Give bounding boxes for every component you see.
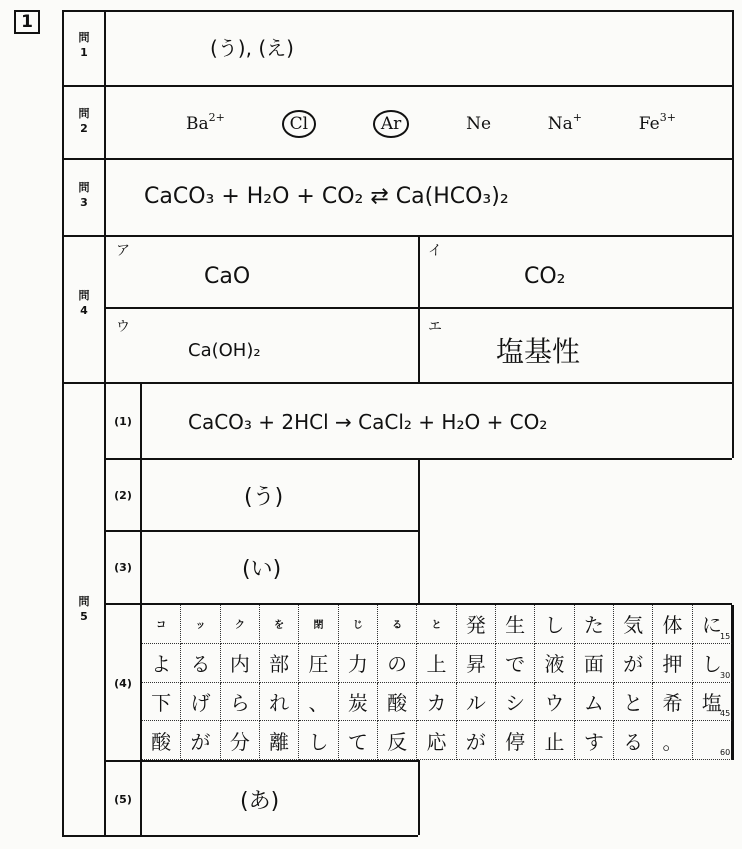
q2-ion-list bbox=[186, 104, 676, 144]
grid-cell: す bbox=[575, 721, 614, 760]
grid-cell: 酸 bbox=[378, 683, 417, 722]
q2-label: 問 2 bbox=[78, 107, 90, 135]
grid-cell: 離 bbox=[260, 721, 299, 760]
grid-cell: 力 bbox=[339, 644, 378, 683]
grid-cell: 炭 bbox=[339, 683, 378, 722]
row-divider bbox=[104, 530, 420, 532]
grid-cell: る bbox=[614, 721, 653, 760]
q5-3-label: (3) bbox=[114, 561, 132, 574]
q1-label: 問 1 bbox=[78, 31, 90, 59]
q5-2-label: (2) bbox=[114, 489, 132, 502]
grid-cell: 酸 bbox=[142, 721, 181, 760]
q2-ion-4 bbox=[547, 111, 583, 134]
grid-cell: し bbox=[299, 721, 338, 760]
grid-cell: 部 bbox=[260, 644, 299, 683]
ion-symbol: Ne bbox=[466, 114, 491, 134]
q4-i-answer: CO₂ bbox=[524, 264, 566, 289]
q2-ion-2 bbox=[373, 110, 409, 138]
grid-cell: と bbox=[417, 605, 456, 644]
character-count-marker: 60 bbox=[720, 748, 731, 757]
grid-cell: が bbox=[181, 721, 220, 760]
q4-a-label: ア bbox=[116, 243, 130, 259]
grid-cell: で bbox=[496, 644, 535, 683]
grid-cell: 。 bbox=[653, 721, 692, 760]
q5-3-answer: (い) bbox=[242, 557, 282, 582]
grid-cell: 上 bbox=[417, 644, 456, 683]
row-divider bbox=[62, 382, 734, 384]
q2-ion-0 bbox=[186, 111, 225, 134]
mask bbox=[732, 458, 734, 605]
q4-u-answer: Ca(OH)₂ bbox=[188, 340, 261, 361]
q4-column-divider bbox=[418, 235, 420, 384]
row-divider bbox=[62, 85, 734, 87]
grid-cell: る bbox=[378, 605, 417, 644]
ion-symbol: Fe bbox=[638, 114, 660, 134]
grid-cell: 停 bbox=[496, 721, 535, 760]
q2-ion-5 bbox=[638, 111, 676, 134]
ion-charge: 3+ bbox=[659, 111, 676, 124]
grid-cell: 液 bbox=[535, 644, 574, 683]
grid-cell: よ bbox=[142, 644, 181, 683]
q3-equation: CaCO₃ + H₂O + CO₂ ⇄ Ca(HCO₃)₂ bbox=[144, 184, 509, 209]
grid-cell: に bbox=[693, 605, 732, 644]
q5-4-writing-grid bbox=[142, 605, 732, 760]
grid-cell: 希 bbox=[653, 683, 692, 722]
grid-cell: が bbox=[457, 721, 496, 760]
row-divider bbox=[62, 235, 734, 237]
grid-cell: の bbox=[378, 644, 417, 683]
q3-label: 問 3 bbox=[78, 181, 90, 209]
grid-cell: て bbox=[339, 721, 378, 760]
grid-cell: シ bbox=[496, 683, 535, 722]
character-count-marker: 15 bbox=[720, 631, 731, 641]
character-count-marker: 30 bbox=[720, 670, 731, 680]
ion-symbol: Ar bbox=[380, 114, 402, 134]
grid-cell: コ bbox=[142, 605, 181, 644]
ion-symbol: Cl bbox=[289, 114, 309, 134]
grid-cell: 、 bbox=[299, 683, 338, 722]
q4-a-answer: CaO bbox=[204, 264, 251, 289]
q5-4-label: (4) bbox=[114, 677, 132, 690]
row-divider bbox=[104, 760, 420, 762]
grid-cell: 反 bbox=[378, 721, 417, 760]
mask bbox=[418, 835, 734, 837]
row-divider bbox=[62, 158, 734, 160]
grid-cell: ク bbox=[221, 605, 260, 644]
grid-cell: ッ bbox=[181, 605, 220, 644]
grid-cell: 体 bbox=[653, 605, 692, 644]
grid-cell: 発 bbox=[457, 605, 496, 644]
q4-label: 問 4 bbox=[78, 289, 90, 317]
q1-answer: (う), (え) bbox=[210, 36, 294, 60]
grid-cell: が bbox=[614, 644, 653, 683]
grid-cell: ら bbox=[221, 683, 260, 722]
grid-cell: 押 bbox=[653, 644, 692, 683]
grid-cell: 内 bbox=[221, 644, 260, 683]
grid-cell: ウ bbox=[535, 683, 574, 722]
question-number-box bbox=[14, 10, 40, 34]
grid-cell: を bbox=[260, 605, 299, 644]
grid-cell: し bbox=[535, 605, 574, 644]
q5-1-label: (1) bbox=[114, 415, 132, 428]
question-number: 1 bbox=[21, 12, 33, 32]
grid-cell: 止 bbox=[535, 721, 574, 760]
grid-cell: れ bbox=[260, 683, 299, 722]
q4-i-label: イ bbox=[428, 243, 442, 259]
ion-symbol: Ba bbox=[186, 114, 209, 134]
grid-cell: 圧 bbox=[299, 644, 338, 683]
grid-cell: た bbox=[575, 605, 614, 644]
q4-e-answer: 塩基性 bbox=[496, 335, 581, 368]
q2-ion-3 bbox=[466, 114, 491, 134]
q5-5-label: (5) bbox=[114, 793, 132, 806]
blank-area bbox=[420, 762, 734, 837]
q5-label: 問 5 bbox=[78, 595, 90, 623]
grid-cell: 下 bbox=[142, 683, 181, 722]
q2-ion-1 bbox=[282, 110, 316, 138]
ion-charge: + bbox=[572, 111, 583, 124]
grid-cell: る bbox=[181, 644, 220, 683]
grid-cell: 分 bbox=[221, 721, 260, 760]
grid-cell: げ bbox=[181, 683, 220, 722]
ion-charge: 2+ bbox=[208, 111, 225, 124]
grid-cell: 生 bbox=[496, 605, 535, 644]
mask bbox=[732, 760, 734, 837]
grid-cell: 昇 bbox=[457, 644, 496, 683]
q5-5-answer: (あ) bbox=[240, 789, 280, 814]
grid-cell: 閉 bbox=[299, 605, 338, 644]
q5-1-answer: CaCO₃ + 2HCl → CaCl₂ + H₂O + CO₂ bbox=[188, 410, 548, 434]
grid-cell: ル bbox=[457, 683, 496, 722]
q5-2-answer: (う) bbox=[244, 485, 284, 510]
q4-u-label: ウ bbox=[116, 319, 130, 335]
grid-cell: と bbox=[614, 683, 653, 722]
grid-cell: 気 bbox=[614, 605, 653, 644]
grid-cell: じ bbox=[339, 605, 378, 644]
grid-cell: ム bbox=[575, 683, 614, 722]
blank-area bbox=[420, 460, 734, 603]
q4-e-label: エ bbox=[428, 319, 442, 335]
grid-cell: し bbox=[693, 644, 732, 683]
ion-symbol: Na bbox=[547, 114, 573, 134]
grid-cell: 塩 bbox=[693, 683, 732, 722]
grid-cell: カ bbox=[417, 683, 456, 722]
grid-cell: 応 bbox=[417, 721, 456, 760]
character-count-marker: 45 bbox=[720, 709, 731, 719]
grid-cell: 面 bbox=[575, 644, 614, 683]
